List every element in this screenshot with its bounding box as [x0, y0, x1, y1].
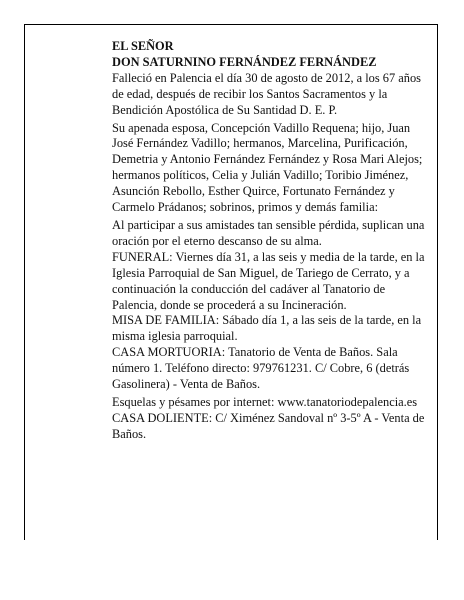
funeral-home: CASA MORTUORIA: Tanatorio de Venta de Baños. Sala número 1. Teléfono directo: 979761231. C/ Cobre, 6 (detrás Gasolinera) - Venta de Baños. — [112, 345, 410, 392]
death-announcement: Falleció en Palencia el día 30 de agosto de 2012, a los 67 años de edad, después de recibir los Santos Sacramentos y la Bendición Apostólica de Su Santidad D. E. P. — [112, 70, 421, 117]
funeral-details: FUNERAL: Viernes día 31, a las seis y media de la tarde, en la Iglesia Parroquial de San Miguel, de Tariego de Cerrato, y a continuación la conducción del cadáver al Tanatorio de Palencia, donde se procederá a su Incineración. — [112, 249, 425, 312]
family-list: Su apenada esposa, Concepción Vadillo Requena; hijo, Juan José Fernández Vadillo; hermanos, Marcelina, Purificación, Demetria y Antonio Fernández Fernández y Rosa Mari Alejos; hermanos políticos, Celia y Julián Vadillo; Toribio Jiménez, Asunción Rebollo, Esther Quirce, Fortunato Fernández y Carmelo Prádanos; sobrinos, primos y demás familia: — [112, 120, 423, 215]
prayer-request: Al participar a sus amistades tan sensible pérdida, suplican una oración por el eterno descanso de su alma. — [112, 217, 425, 248]
family-home: CASA DOLIENTE: C/ Ximénez Sandoval nº 3-5º A - Venta de Baños. — [112, 410, 425, 441]
heading-title: EL SEÑOR — [112, 39, 174, 53]
deceased-name: DON SATURNINO FERNÁNDEZ FERNÁNDEZ — [112, 54, 377, 69]
family-mass: MISA DE FAMILIA: Sábado día 1, a las seis de la tarde, en la misma iglesia parroquial. — [112, 313, 422, 344]
online-condolences: Esquelas y pésames por internet: www.tanatoriodepalencia.es — [112, 394, 418, 409]
obituary-text — [112, 39, 428, 443]
